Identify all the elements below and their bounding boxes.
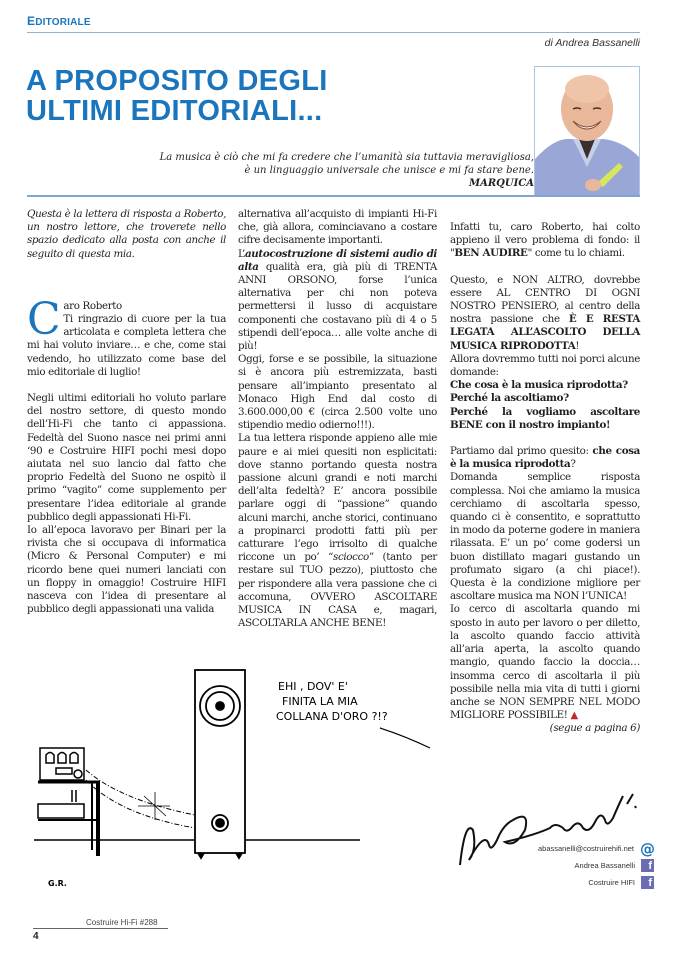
- text-run: Infatti tu, caro Roberto, hai colto appieno il vero problema di fondo: il ": [450, 221, 640, 260]
- paragraph: [450, 274, 640, 353]
- paragraph: [450, 445, 640, 471]
- speech-line-1: EHI , DOV' E': [278, 680, 348, 693]
- end-mark-icon: ▲: [570, 710, 578, 722]
- page-number: 4: [33, 931, 39, 942]
- epigraph-quote: [160, 151, 534, 190]
- paragraph: Ti ringrazio di cuore per la tua articolata e completa lettera che mi hai voluto inviare… e che, come stai vedendo, ho utilizzato come base del mio editoriale di luglio!: [27, 313, 226, 378]
- contact-email[interactable]: [538, 840, 654, 857]
- text-run: ?: [570, 458, 576, 471]
- artist-signature: G.R.: [48, 879, 67, 888]
- question-1: Che cosa è la musica riprodotta?: [450, 379, 628, 392]
- section-label: [27, 14, 91, 28]
- facebook-icon: f: [641, 859, 654, 872]
- contact-facebook-page[interactable]: [538, 874, 654, 891]
- at-sign-icon: @: [640, 839, 655, 858]
- author-photo: [534, 66, 640, 196]
- text-run: qualità era, già più di TRENTA ANNI ORSONO, forse l’unica alternativa per chi non poteva permettersi il lusso di acquistare componenti che costavano più di 4 o 5 stipendi dell’epoca… alle volte anche di più!: [238, 260, 437, 353]
- text-run: La tua lettera risponde appieno alle mie paure e ai miei quesiti non esplicitati: dove stanno portando questa nostra passione alcuni grandi e noti marchi dell’alta fedeltà? E’ ancora possibile parlare oggi di “passione” quando alcuni marchi, anche storici, continuano a propinarci prodotti fatti più per catturare l’ego irrisolto di qualche riccone un po’ “: [238, 432, 437, 564]
- bold-text: che cosa è la musica riprodotta: [450, 445, 640, 471]
- header-divider: [27, 32, 640, 33]
- paragraph: Negli ultimi editoriali ho voluto parlare del nostro settore, di questo mondo dell’Hi-Fi che tanto ci appassiona. Fedeltà del Suono nasce nei primi anni ‘90 e Costruire HIFI pochi mesi dopo aiutata nel suo lancio dal fatto che proprio Fedeltà del Suono ne ospitò il primo “vagito” come supplemento per presentare l’idea editoriale al grande pubblico degli appassionati Hi-Fi.: [27, 392, 226, 523]
- magazine-issue: Costruire Hi-Fi #288: [86, 918, 158, 927]
- text-run: " come tu lo chiami.: [527, 247, 625, 260]
- quote-line-1: La musica è ciò che mi fa credere che l’umanità sia tuttavia meravigliosa,: [159, 152, 534, 163]
- cartoon-illustration: [20, 660, 440, 890]
- email-address[interactable]: abassanelli@costruirehifi.net: [538, 844, 634, 853]
- floor-speaker-drawing: [195, 670, 245, 858]
- author-portrait-image: [535, 67, 639, 195]
- italic-text: sciocco: [333, 551, 369, 564]
- section-label-rest: DITORIALE: [35, 17, 91, 28]
- column-1: [27, 208, 226, 616]
- facebook-icon: f: [641, 876, 654, 889]
- contact-facebook-person[interactable]: [538, 857, 654, 874]
- article-title: [26, 66, 328, 126]
- paragraph: Oggi, forse e se possibile, la situazione si è ancora più estremizzata, basti pensare all’impianto presentato al Monaco High End dal costo di 3.600.000,00 € (circa 2.500 volte uno stipendio medio odierno!!!).: [238, 353, 437, 432]
- paragraph: Domanda semplice risposta complessa. Noi che amiamo la musica cerchiamo di ascoltarla spesso, quando ci è consentito, e soprattutto in modo da poterne godere in maniera rilassata. E’ un po’ come godersi un buon distillato magari gustando un profumato sigaro (a chi piace!). Questa è la condizione migliore per ascoltare musica ma NON l’UNICA!: [450, 471, 640, 603]
- question-2: Perché la ascoltiamo?: [450, 392, 569, 405]
- title-line-1: A PROPOSITO DEGLI: [26, 65, 328, 97]
- text-run: !: [575, 339, 580, 352]
- section-label-initial: E: [27, 14, 36, 28]
- drop-cap: C: [27, 293, 61, 345]
- paragraph: Allora dovremmo tutti noi porci alcune domande:: [450, 352, 640, 379]
- text-run: Questo, e NON ALTRO, dovrebbe essere AL CENTRO DI OGNI NOSTRO PENSIERO, al centro della nostra passione che: [450, 273, 640, 326]
- quote-author: MARQUICA: [469, 178, 534, 189]
- text-run: ” (tanto per restare sul TUO pezzo), piuttosto che per rispondere alla vera passione che ci accomuna, OVVERO ASCOLTARE MUSICA IN CASA e, magari, ASCOLTARLA ANCHE BENE!: [238, 551, 438, 630]
- intro-paragraph: Questa è la lettera di risposta a Roberto, un nostro lettore, che troverete nello spazio dedicato alla posta con anche il seguito di questa mia.: [27, 208, 226, 260]
- paragraph: [450, 603, 640, 722]
- sparkle-icon: [138, 792, 170, 820]
- speech-line-3: COLLANA D'ORO ?!?: [276, 710, 388, 723]
- byline: di Andrea Bassanelli: [544, 37, 640, 49]
- letter-opening: [27, 293, 226, 379]
- quote-line-2: è un linguaggio universale che unisce e mi fa stare bene.: [244, 165, 534, 176]
- emphasis-text: autocostruzione di sistemi audio di alta: [238, 247, 437, 273]
- title-line-2: ULTIMI EDITORIALI...: [26, 95, 323, 127]
- quote-divider: [27, 195, 640, 197]
- column-2: [238, 208, 437, 631]
- speaker-cables: [86, 770, 195, 828]
- text-run: Partiamo dal primo quesito:: [450, 445, 593, 458]
- facebook-person-name[interactable]: Andrea Bassanelli: [574, 861, 635, 870]
- paragraph: Io all’epoca lavoravo per Binari per la rivista che si occupava di informatica (Micro & Personal Computer) e mi ricordo bene quei numeri lanciati con un floppy in omaggio! Costruire HIFI nasceva con l’idea di presentare al pubblico degli appassionati una valida: [27, 524, 226, 616]
- speech-bubble: [276, 680, 430, 748]
- continued-note: (segue a pagina 6): [549, 722, 640, 735]
- author-contacts: [538, 840, 654, 891]
- column-3: [450, 208, 640, 736]
- speech-line-2: FINITA LA MIA: [282, 695, 358, 708]
- text-run: L’: [238, 247, 245, 260]
- greeting: aro Roberto: [63, 299, 122, 312]
- paragraph: [238, 432, 437, 630]
- question-3: Perché la vogliamo ascoltare BENE con il nostro impianto!: [450, 405, 640, 431]
- bold-text: È E RESTA LEGATA ALL’ASCOLTO DELLA MUSICA RIPRODOTTA: [450, 313, 640, 352]
- paragraph: [450, 221, 640, 261]
- paragraph: [238, 248, 437, 354]
- text-run: Io cerco di ascoltarla quando mi sposto in auto per lavoro o per diletto, la ascolto quando faccio attività all’aria aperta, la ascolto quando mangio, quando faccio la doccia… insomma cerco di ascoltarla il più possibile nella mia vita di tutti i giorni anche se NON SEMPRE NEL MODO MIGLIORE POSSIBILE!: [450, 603, 640, 722]
- bold-text: BEN AUDIRE: [454, 247, 528, 260]
- footer-divider: [33, 928, 168, 929]
- facebook-page-name[interactable]: Costruire HIFI: [588, 878, 635, 887]
- paragraph: alternativa all’acquisto di impianti Hi-Fi che, già allora, cominciavano a costare cifre decisamente importanti.: [238, 208, 437, 247]
